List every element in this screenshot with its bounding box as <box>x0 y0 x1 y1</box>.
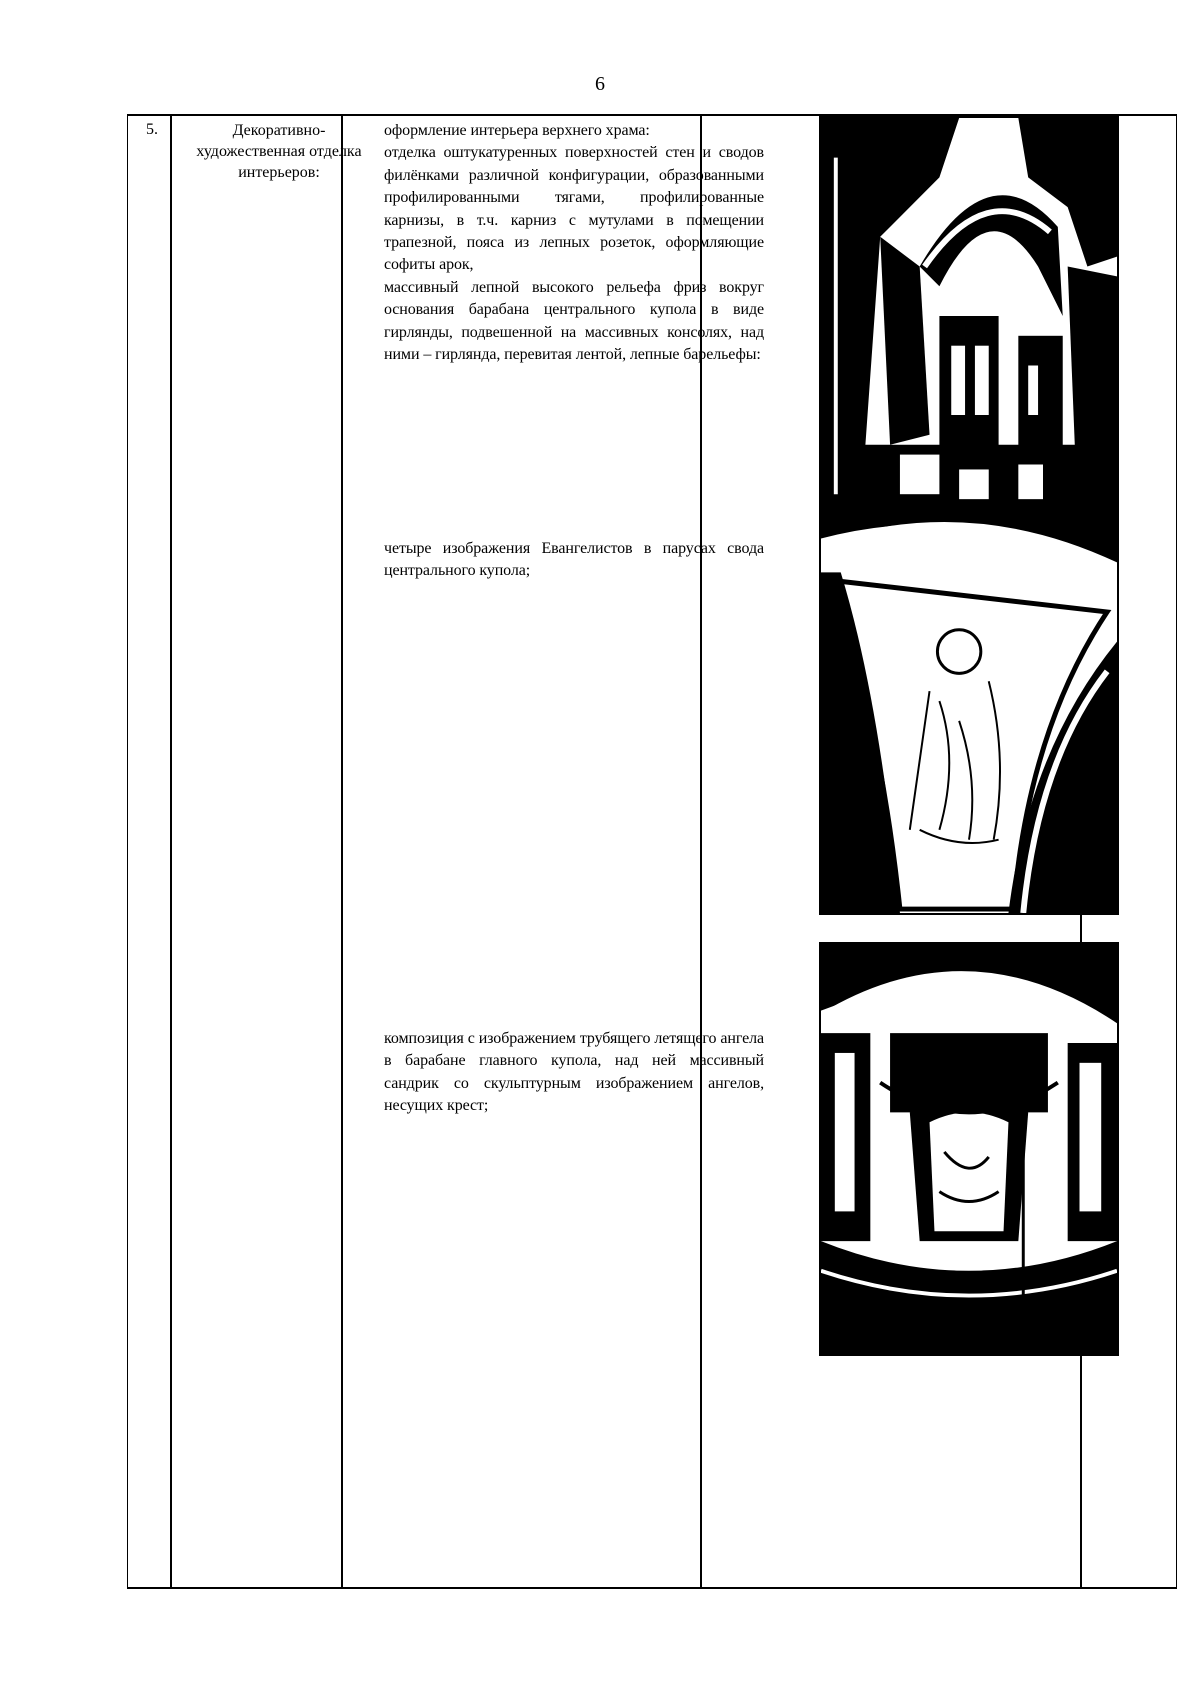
description-block-1 <box>384 120 764 366</box>
photo-trumpeting-angel <box>819 942 1119 1356</box>
photo-interior-image <box>821 118 1117 514</box>
photo-evangelist-image <box>821 503 1117 913</box>
description-paragraph: массивный лепной высокого рельефа фриз вокруг основания барабана центрального купола в виде гирлянды, подвешенной на массивных консолях, над ними – гирлянда, перевитая лентой, лепные барельефы: <box>384 278 764 364</box>
monument-table <box>127 114 1177 1589</box>
photo-interior-view <box>819 116 1119 516</box>
page-number: 6 <box>595 73 605 95</box>
photo-angel-image <box>821 944 1117 1354</box>
row-number: 5. <box>146 121 158 138</box>
photo-evangelist-pendentive <box>819 501 1119 915</box>
column-divider-2 <box>341 116 343 1587</box>
description-paragraph: отделка оштукатуренных поверхностей стен и сводов филёнками различной конфигурации, образованными профилированными тягами, профилированные карнизы, в т.ч. карниз с мутулами в помещении трапезной, пояса из лепных розеток, оформляющие софиты арок, <box>384 144 764 274</box>
description-block-2 <box>384 538 764 583</box>
element-name: Декоративно-художественная отделка интерьеров: <box>196 122 362 181</box>
description-block-3 <box>384 1028 764 1118</box>
description-paragraph: композиция с изображением трубящего летящего ангела в барабане главного купола, над ней массивный сандрик со скульптурным изображением ангелов, несущих крест; <box>384 1030 764 1115</box>
column-divider-1 <box>170 116 172 1587</box>
description-paragraph: четыре изображения Евангелистов в парусах свода центрального купола; <box>384 540 764 580</box>
description-paragraph: оформление интерьера верхнего храма: <box>384 122 650 139</box>
